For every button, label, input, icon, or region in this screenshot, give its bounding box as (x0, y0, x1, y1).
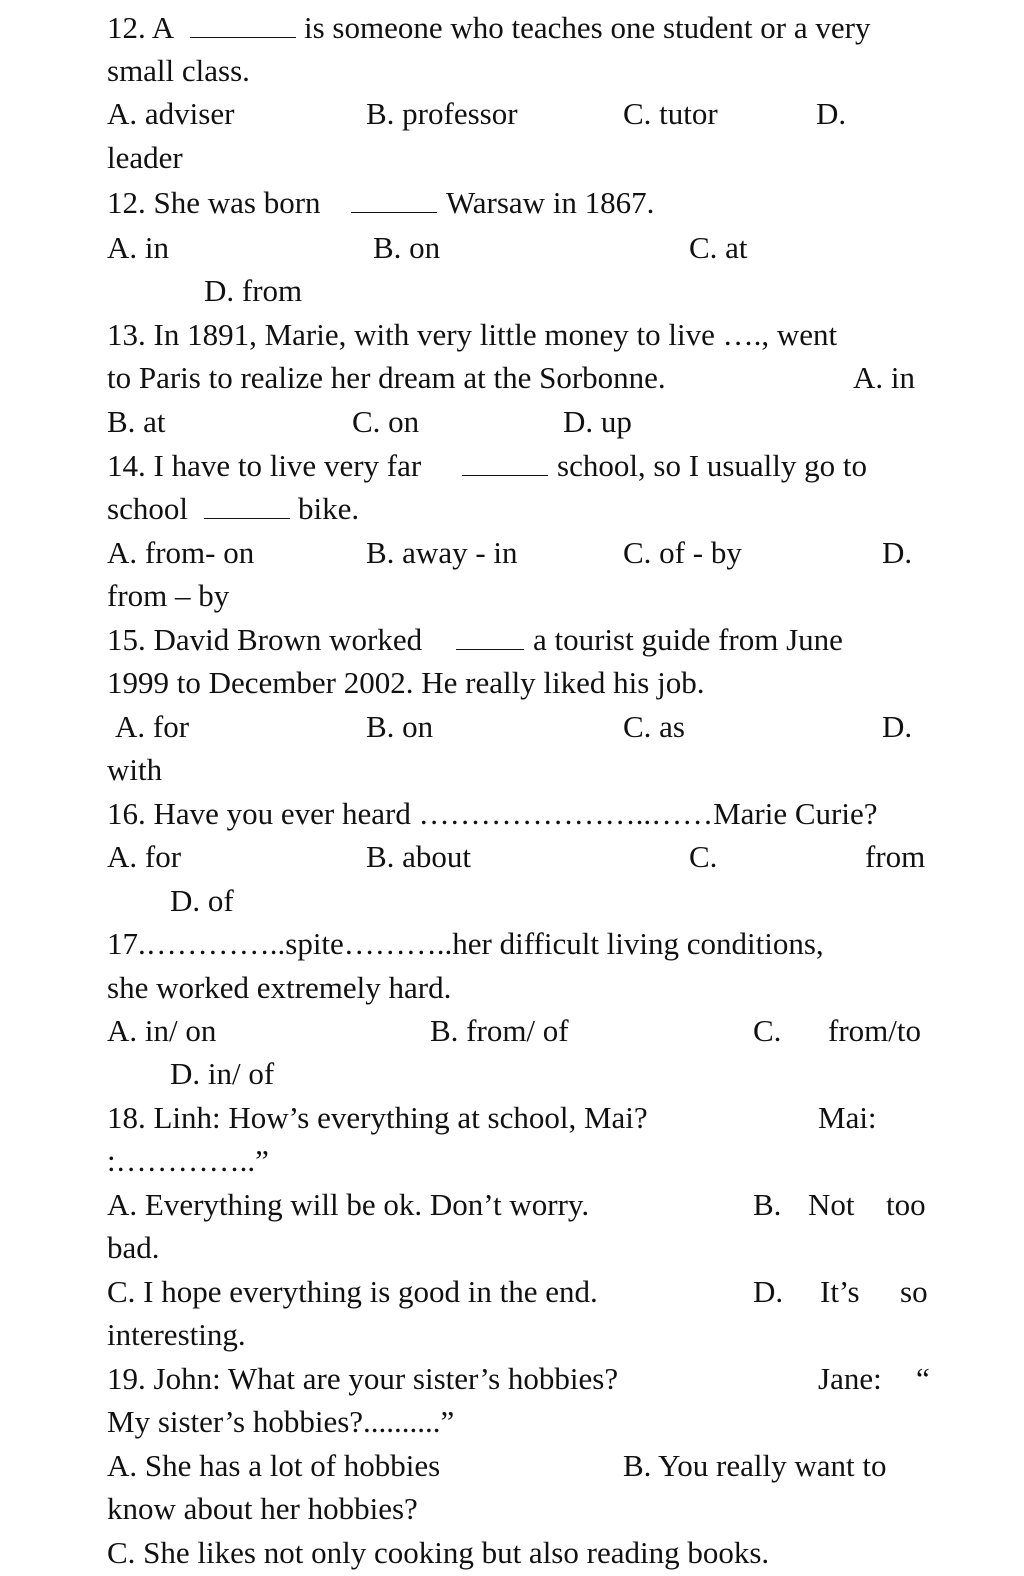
q18-option-b-cont: bad. (107, 1230, 160, 1265)
q15-option-d-cont: with (107, 752, 163, 787)
q12b-option-b: B. on (373, 230, 441, 265)
question-15 (0, 618, 1024, 662)
q19-quote-open: “ (916, 1361, 930, 1396)
q19-line2: My sister’s hobbies?..........” (107, 1404, 455, 1439)
q15-prefix: 15. David Brown worked (107, 622, 423, 657)
q19-option-b-cont: know about her hobbies? (107, 1491, 418, 1526)
q15-suffix: a tourist guide from June (533, 622, 843, 657)
q18-option-d-label: D. (753, 1274, 784, 1309)
question-16 (0, 792, 1024, 836)
q12b-suffix: Warsaw in 1867. (446, 185, 655, 220)
q18-options-ab (0, 1183, 1024, 1227)
q16-option-d: D. of (170, 883, 234, 918)
q18-option-d-word1: It’s (820, 1274, 860, 1309)
q12b-blank (351, 182, 437, 213)
q19-option-c: C. She likes not only cooking but also reading books. (107, 1535, 770, 1570)
q14-option-c: C. of - by (623, 535, 742, 570)
q18-option-b-label: B. (753, 1187, 782, 1222)
q15-option-d: D. (882, 709, 913, 744)
question-12a (0, 6, 1024, 50)
q16-option-b: B. about (366, 839, 472, 874)
q17-line2: she worked extremely hard. (107, 970, 452, 1005)
q13-option-b: B. at (107, 404, 166, 439)
q12a-cont: small class. (107, 53, 250, 88)
q19-options-ab (0, 1444, 1024, 1488)
q18-options-cd (0, 1270, 1024, 1314)
q17-line1: 17.…………..spite………..her difficult living conditions, (107, 926, 824, 961)
q13-option-d: D. up (563, 404, 632, 439)
q14-option-a: A. from- on (107, 535, 255, 570)
q13-options (0, 400, 1024, 444)
q14-suffix: school, so I usually go to (557, 448, 867, 483)
q19-line1: 19. John: What are your sister’s hobbies? (107, 1361, 619, 1396)
q12a-option-c: C. tutor (623, 96, 718, 131)
q15-option-c: C. as (623, 709, 685, 744)
q12a-option-d-cont: leader (107, 140, 183, 175)
q18-option-d-word2: so (900, 1274, 928, 1309)
q14-line2-suffix: bike. (298, 491, 360, 526)
q12b-option-c: C. at (689, 230, 748, 265)
q18-speaker2: Mai: (818, 1100, 877, 1135)
q15-option-b: B. on (366, 709, 434, 744)
q17-option-b: B. from/ of (430, 1013, 569, 1048)
q18-option-a: A. Everything will be ok. Don’t worry. (107, 1187, 590, 1222)
q13-line2: to Paris to realize her dream at the Sorbonne. (107, 360, 666, 395)
q15-line2: 1999 to December 2002. He really liked his job. (107, 665, 705, 700)
q15-option-a: A. for (115, 709, 190, 744)
q17-option-a: A. in/ on (107, 1013, 217, 1048)
q16-options (0, 835, 1024, 879)
q13-line1: 13. In 1891, Marie, with very little money to live …., went (107, 317, 838, 352)
q19-option-a: A. She has a lot of hobbies (107, 1448, 441, 1483)
question-14 (0, 444, 1024, 488)
q14-prefix: 14. I have to live very far (107, 448, 422, 483)
q12b-option-a: A. in (107, 230, 169, 265)
q18-option-b-word2: too (886, 1187, 926, 1222)
q14-option-d: D. (882, 535, 913, 570)
q12a-suffix: is someone who teaches one student or a very (304, 10, 871, 45)
q14-option-b: B. away - in (366, 535, 518, 570)
q12a-option-b: B. professor (366, 96, 518, 131)
q12a-option-d: D. (816, 96, 847, 131)
q19-option-b: B. You really want to (623, 1448, 887, 1483)
q18-option-b-word1: Not (808, 1187, 855, 1222)
q15-options (0, 705, 1024, 749)
question-19 (0, 1357, 1024, 1401)
q18-line2: :…………..” (107, 1143, 269, 1178)
q12a-option-a: A. adviser (107, 96, 235, 131)
q14-options (0, 531, 1024, 575)
q15-blank (456, 619, 524, 650)
question-18 (0, 1096, 1024, 1140)
q14-blank-1 (462, 445, 548, 476)
q16-option-a: A. for (107, 839, 182, 874)
q12b-prefix: 12. She was born (107, 185, 321, 220)
q14-option-d-cont: from – by (107, 578, 230, 613)
q17-option-c-value: from/to (828, 1013, 921, 1048)
question-17 (0, 922, 1024, 966)
question-13 (0, 313, 1024, 357)
q17-options (0, 1009, 1024, 1053)
q18-option-d-cont: interesting. (107, 1317, 246, 1352)
q16-option-c-value: from (865, 839, 926, 874)
q19-speaker2: Jane: (818, 1361, 882, 1396)
q12b-option-d: D. from (204, 273, 303, 308)
q12a-blank (190, 7, 296, 38)
question-12b (0, 181, 1024, 225)
q13-option-c: C. on (352, 404, 420, 439)
q12a-options (0, 92, 1024, 136)
q16-line1: 16. Have you ever heard …………………..……Marie Curie? (107, 796, 878, 831)
q14-blank-2 (204, 488, 290, 519)
q16-option-c: C. (689, 839, 718, 874)
q14-line2-prefix: school (107, 491, 188, 526)
q13-option-a: A. in (853, 360, 915, 395)
q17-option-c: C. (753, 1013, 782, 1048)
q18-line1: 18. Linh: How’s everything at school, Mai? (107, 1100, 648, 1135)
q17-option-d: D. in/ of (170, 1056, 275, 1091)
q12b-options (0, 226, 1024, 270)
q18-option-c: C. I hope everything is good in the end. (107, 1274, 598, 1309)
q12a-prefix: 12. A (107, 10, 175, 45)
